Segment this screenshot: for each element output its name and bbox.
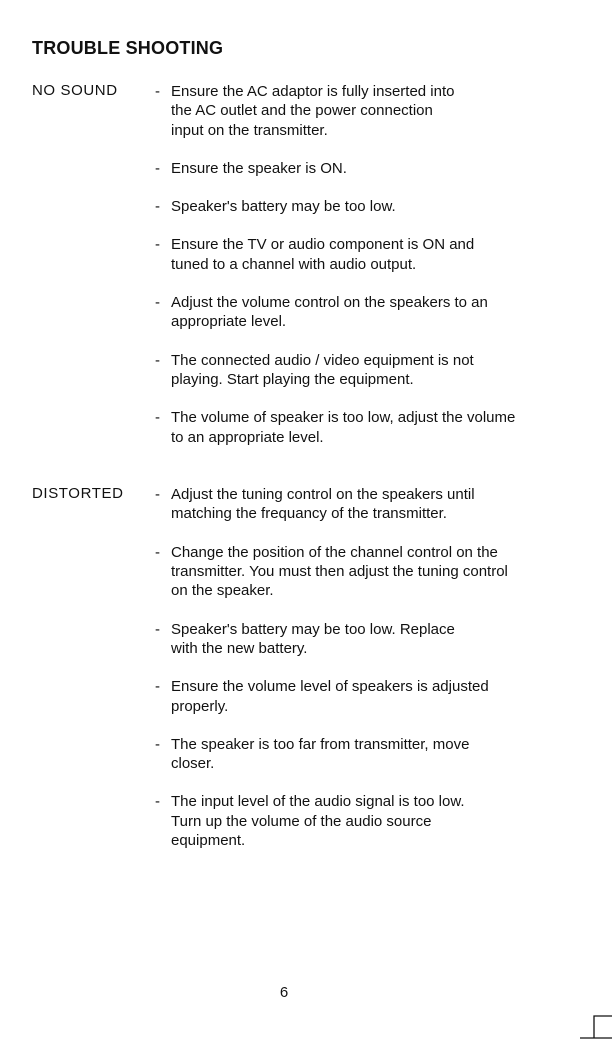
list-item: - The connected audio / video equipment is not playing. Start playing the equipment. bbox=[155, 351, 474, 389]
list-item: - Speaker's battery may be too low. bbox=[155, 198, 396, 216]
distorted-list bbox=[155, 485, 540, 869]
item-text: Change the position of the channel control on the transmitter. You must then adjust the tuning control on the speaker. bbox=[171, 543, 508, 600]
list-item: - Ensure the TV or audio component is ON and tuned to a channel with audio output. bbox=[155, 236, 475, 273]
page-number: 6 bbox=[279, 984, 289, 1001]
item-text: Ensure the AC adaptor is fully inserted into the AC outlet and the power connection input on the transmitter. bbox=[171, 83, 455, 139]
page-title: TROUBLE SHOOTING bbox=[32, 38, 224, 58]
list-item: - Ensure the speaker is ON. bbox=[155, 160, 347, 178]
item-text: The connected audio / video equipment is not playing. Start playing the equipment. bbox=[171, 351, 474, 389]
list-item: - The input level of the audio signal is too low. Turn up the volume of the audio source equipment. bbox=[155, 793, 465, 850]
crop-mark-icon bbox=[580, 1014, 612, 1040]
list-item: - The volume of speaker is too low, adjust the volume to an appropriate level. bbox=[155, 409, 516, 446]
item-text: Speaker's battery may be too low. bbox=[171, 198, 396, 216]
list-item: - Adjust the tuning control on the speakers until matching the frequancy of the transmitter. bbox=[155, 486, 475, 523]
list-item: - Speaker's battery may be too low. Replace with the new battery. bbox=[155, 620, 455, 658]
no-sound-list bbox=[155, 82, 540, 466]
item-text: Ensure the speaker is ON. bbox=[171, 160, 347, 178]
item-text: Adjust the volume control on the speakers to an appropriate level. bbox=[171, 294, 488, 331]
list-item: - Ensure the AC adaptor is fully inserted into the AC outlet and the power connection input on the transmitter. bbox=[155, 83, 455, 139]
list-item: - Change the position of the channel control on the transmitter. You must then adjust the tuning control on the speaker. bbox=[155, 543, 508, 600]
item-text: Ensure the TV or audio component is ON and tuned to a channel with audio output. bbox=[171, 236, 475, 273]
item-text: Speaker's battery may be too low. Replace with the new battery. bbox=[171, 620, 455, 658]
section-label-distorted: DISTORTED bbox=[32, 485, 124, 502]
item-text: The input level of the audio signal is too low. Turn up the volume of the audio source equipment. bbox=[171, 793, 465, 850]
item-text: The speaker is too far from transmitter, move closer. bbox=[171, 735, 470, 773]
list-item: - The speaker is too far from transmitter, move closer. bbox=[155, 735, 470, 773]
section-label-no-sound: NO SOUND bbox=[32, 82, 118, 99]
item-text: The volume of speaker is too low, adjust the volume to an appropriate level. bbox=[171, 409, 516, 446]
list-item: - Ensure the volume level of speakers is adjusted properly. bbox=[155, 678, 489, 715]
list-item: - Adjust the volume control on the speakers to an appropriate level. bbox=[155, 294, 488, 331]
item-text: Ensure the volume level of speakers is adjusted properly. bbox=[171, 678, 489, 715]
item-text: Adjust the tuning control on the speakers until matching the frequancy of the transmitter. bbox=[171, 486, 475, 523]
